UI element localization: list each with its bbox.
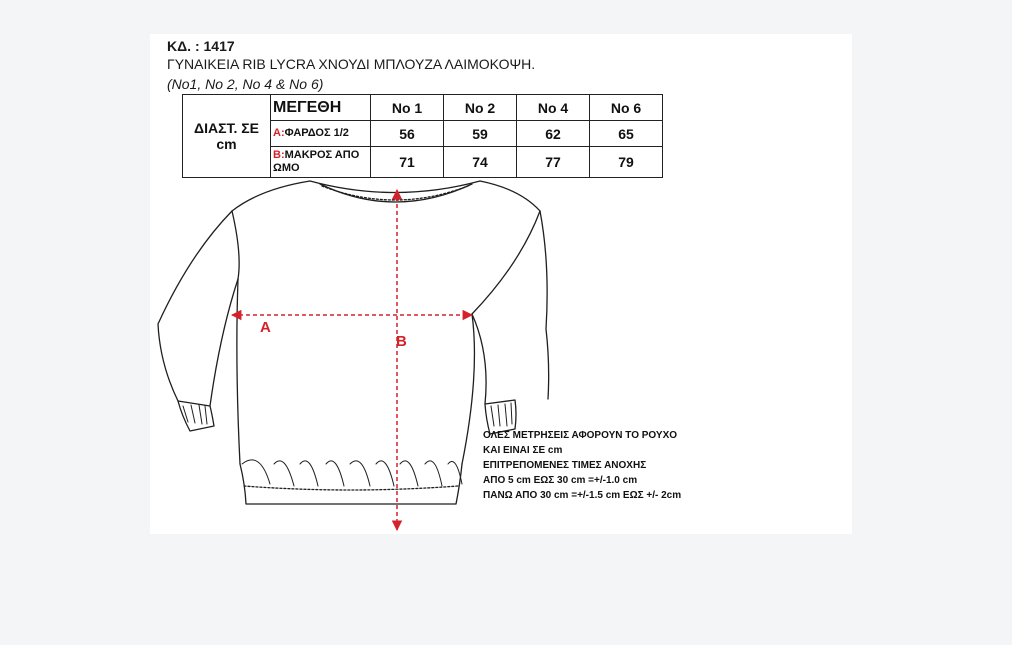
table-cell: 74 [444,147,517,178]
tolerance-notes [483,428,681,503]
body-right-side [462,314,474,464]
note-line: ΟΛΕΣ ΜΕΤΡΗΣΕΙΣ ΑΦΟΡΟΥΝ ΤΟ ΡΟΥΧΟ [483,430,678,441]
label-b: B [396,333,407,350]
right-shoulder [480,181,540,211]
table-cell: 79 [590,147,663,178]
size-header-cell: No 2 [444,95,517,121]
waistband [240,464,462,504]
size-header-cell: No 6 [590,95,663,121]
table-cell: 59 [444,121,517,147]
measurement-name: ΦΑΡΔΟΣ 1/2 [284,127,349,139]
sizes-heading: ΜΕΓΕΘΗ [271,95,371,121]
right-sleeve [540,211,549,399]
left-shoulder [232,181,310,211]
note-line: ΑΠΟ 5 cm ΕΩΣ 30 cm =+/-1.0 cm [483,475,638,486]
measurement-letter: B: [273,149,285,161]
measurement-letter: A: [273,127,285,139]
note-line: ΠΑΝΩ ΑΠΟ 30 cm =+/-1.5 cm ΕΩΣ +/- 2cm [483,490,682,501]
body-left-side [237,279,240,464]
product-code: ΚΔ. : 1417 [167,38,235,54]
table-cell: 62 [517,121,590,147]
table-cell: 56 [371,121,444,147]
label-a: A [260,319,271,336]
size-header-cell: No 1 [371,95,444,121]
note-line: ΕΠΙΤΡΕΠΟΜΕΝΕΣ ΤΙΜΕΣ ΑΝΟΧΗΣ [483,460,647,471]
measurement-name: ΜΑΚΡΟΣ ΑΠΟ ΩΜΟ [273,149,360,174]
table-cell: 77 [517,147,590,178]
table-cell: 65 [590,121,663,147]
product-description: ΓΥΝΑΙΚΕΙΑ RIB LYCRA ΧΝΟΥΔΙ ΜΠΛΟΥΖΑ ΛΑΙΜΟΚΟΨΗ. [167,56,536,72]
hem-gathers [242,460,462,486]
size-header-cell: No 4 [517,95,590,121]
note-line: ΚΑΙ ΕΙΝΑΙ ΣΕ cm [483,445,563,456]
unit-label: ΔΙΑΣΤ. ΣΕ cm [183,95,271,178]
left-cuff [178,401,214,431]
available-sizes: (No1, No 2, No 4 & No 6) [167,76,324,92]
left-sleeve [158,211,232,401]
table-cell: 71 [371,147,444,178]
